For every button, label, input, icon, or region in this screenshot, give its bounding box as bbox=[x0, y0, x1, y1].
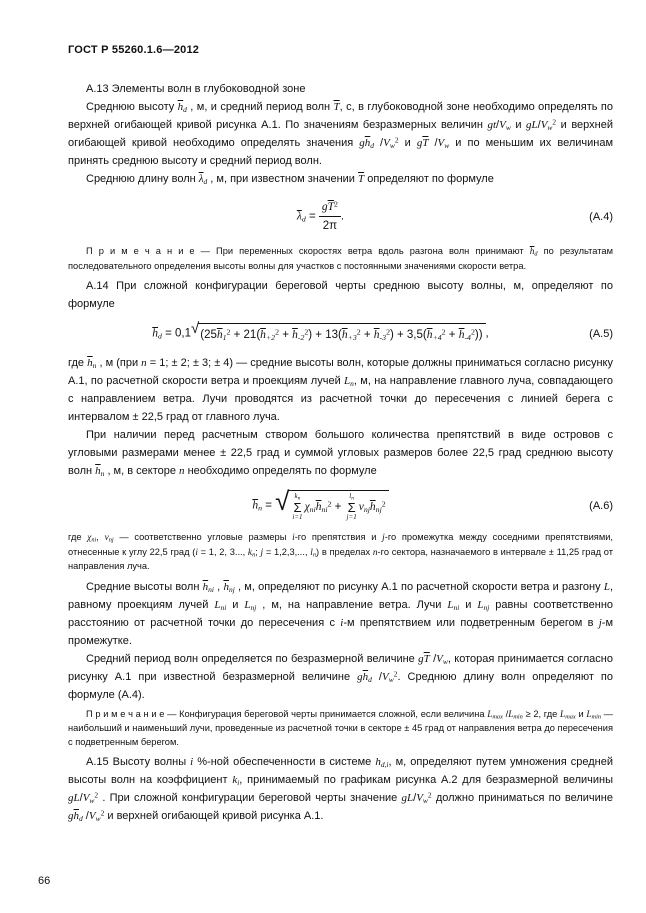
formula-a5-expression: $\overline{h}_d = 0,1$ √ $(25\overline{h}_1^2 + 21(\overline{h}_{+2}^2 + \overline{h}_{-2}^2) + 13(\overline{h}_{+3}^2 + \overline{h}_{-3}^2) + 3,5(\overline{h}_{+4}^2 + \overline{h}_{-4}^2))$ , bbox=[152, 323, 488, 344]
paragraph-a14-3: Средние высоты волн $\overline{h}_{ni}$ , $\overline{h}_{nj}$ , м, определяют по рисунку А.1 по расчетной скорости ветра и разгону L, равному проекциям лучей $L_{ni}$ и $L_{nj}$ , м, на направление ветра. Лучи $L_{ni}$ и $L_{nj}$ равны соответственно расстоянию от расчетной точки до пересечения с i-м препятствием или подветренным берегом в j-м промежутке. bbox=[68, 580, 614, 647]
document-body bbox=[68, 80, 613, 825]
formula-a4 bbox=[68, 198, 613, 235]
paragraph-a15-1: А.15 Высоту волны i %-ной обеспеченности в системе $h_{d,i}$, м, определяют путем умножения средней высоты волн на коэффициент $k_i$, принимаемый по графикам рисунка А.2 для безразмерной величины $gL/V_w^2$ . При сложной конфигурации береговой черты значение $gL/V_w^2$ должно приниматься по величине $g\overline{h}_d$ $/V_w^2$ и верхней огибающей кривой рисунка А.1. bbox=[68, 756, 614, 824]
paragraph-a14-4: Средний период волн определяется по безразмерной величине $g\overline{T}$ $/V_w$, которая принимается согласно рисунку А.1 при известной безразмерной величине $g\overline{h}_d$ $/V_w^2$. Среднюю длину волн определяют по формуле (А.4). bbox=[68, 652, 614, 701]
formula-a5-number: (А.5) bbox=[589, 327, 613, 340]
formula-a4-expression: $\overline{\lambda}_d$ = $\frac{g\overline{T}^2}{2\pi}$ . bbox=[297, 198, 344, 235]
paragraph-a13-2: Среднюю длину волн $\overline{\lambda}_d$ , м, при известном значении $\overline{T}$ определяют по формуле bbox=[86, 173, 494, 186]
formula-a4-number: (А.4) bbox=[589, 210, 613, 223]
paragraph-a14-2: При наличии перед расчетным створом большого количества препятствий в виде островов с угловыми размерами менее ± 22,5 град и суммой угловых размеров более 22,5 град среднюю высоту волн $\overline{h}_n$ , м, в секторе n необходимо определять по формуле bbox=[68, 429, 613, 478]
paragraph-a14-1: А.14 При сложной конфигурации береговой черты среднюю высоту волны, м, определяют по формуле bbox=[68, 280, 613, 310]
page-number: 66 bbox=[38, 875, 51, 887]
paragraph-a14-where-1: где $\overline{h}_n$ , м (при n = 1; ± 2; ± 3; ± 4) — средние высоты волн, которые должны приниматься согласно рисунку А.1, по расчетной скорости ветра и проекциям лучей $L_n$, м, на направление главного луча, совпадающего с направлением ветра. Лучи проводятся из расчетной точки до пересечения с линией берега с интервалом ± 22,5 град от главного луча. bbox=[68, 357, 613, 423]
formula-a6 bbox=[68, 486, 613, 521]
document-title: ГОСТ Р 55260.1.6—2012 bbox=[68, 44, 200, 56]
section-a13-heading: А.13 Элементы волн в глубоководной зоне bbox=[86, 83, 306, 95]
paragraph-a14-where-2: где $\chi_{ni}$, $\nu_{nj}$ — соответственно угловые размеры i-го препятствия и j-го промежутка между соседними препятствиями, отнесенные к углу 22,5 град (i = 1, 2, 3..., $k_n$; j = 1,2,3,..., $l_n$) в пределах n-го сектора, назначаемого в интервале ± 11,25 град от направления луча. bbox=[68, 532, 613, 572]
note-2: П р и м е ч а н и е — Конфигурация береговой черты принимается сложной, если величина $L_{max}$ $/L_{min} \ge 2$, где $L_{max}$ и $L_{min}$ — наибольший и наименьший лучи, проведенные из расчетной точки в секторе ± 45 град от направления ветра до пересечения с подветренным берегом. bbox=[68, 708, 613, 747]
formula-a5 bbox=[68, 320, 613, 344]
formula-a6-expression: $\overline{h}_n$ = √ $k_n$ Σ i=1 $\chi_{ni}\overline{h}_{ni}^2$ + $l_n$ Σ j=1 $\nu_{nj}\overline{h}_{nj}^2$ bbox=[252, 490, 388, 521]
note-1: П р и м е ч а н и е — При переменных скоростях ветра вдоль разгона волн принимают $\overline{h}_d$ по результатам последовательного определения высоты волны для участков с постоянными значениями скорости ветра. bbox=[68, 246, 613, 271]
formula-a6-number: (А.6) bbox=[589, 499, 613, 512]
paragraph-a13-1: Среднюю высоту $\overline{h}_d$ , м, и средний период волн $\overline{T}$, с, в глубоководной зоне необходимо определять по верхней огибающей кривой рисунка А.1. По значениям безразмерных величин $gt/V_w$ и $gL/V_w^2$ и верхней огибающей кривой необходимо определять значения $g\overline{h}_d$ $/V_w^2$ и $g\overline{T}$ $/V_w$ и по меньшим их величинам принять среднюю высоту и средний период волн. bbox=[68, 101, 614, 167]
